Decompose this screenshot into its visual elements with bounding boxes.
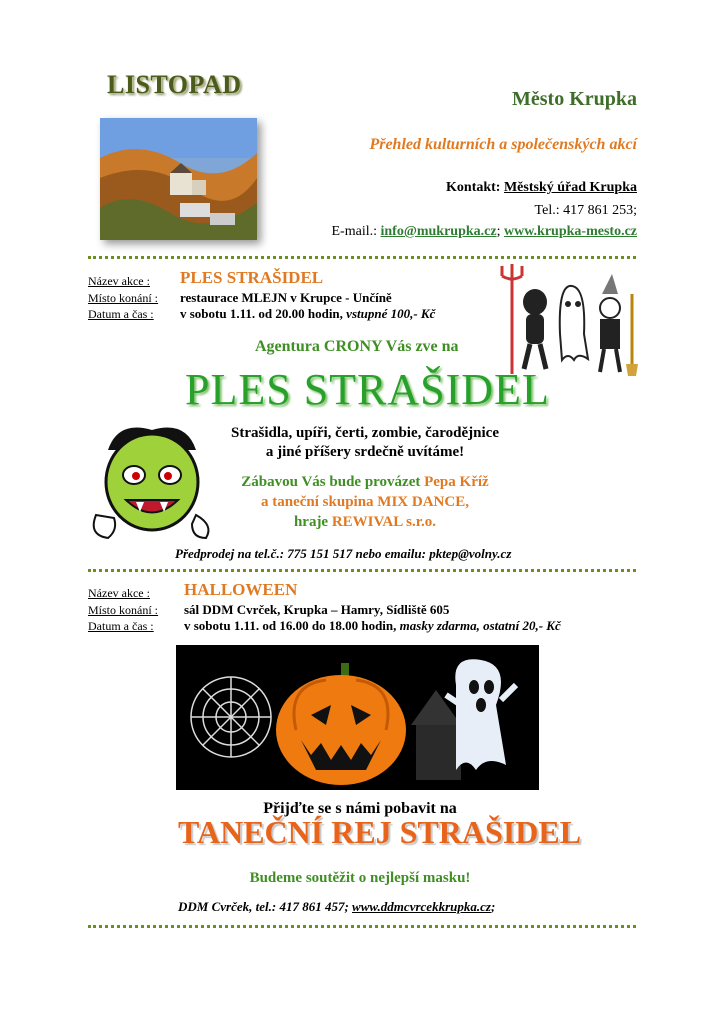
event1-line1: Strašidla, upíři, čerti, zombie, čarodějnice [230, 425, 499, 441]
event1-line3 [200, 474, 530, 491]
event1-line4: a taneční skupina MIX DANCE, [261, 494, 469, 510]
event2-name: HALLOWEEN [184, 580, 298, 599]
event1-line5-text: hraje [293, 514, 329, 530]
event1-line3-text: Zábavou Vás bude provázet [241, 474, 421, 490]
event2-date-text: v sobotu 1.11. od 16.00 do 18.00 hodin, [184, 618, 397, 633]
halloween-banner [176, 645, 539, 790]
event1-name-label: Název akce : [88, 274, 150, 288]
ddm-web-link[interactable]: www.ddmcvrcekkrupka.cz [352, 899, 491, 914]
event2-date [184, 618, 561, 634]
email-sep: ; [496, 224, 501, 239]
event1-presale: Předprodej na tel.č.: 775 151 517 nebo emailu: pktep@volny.cz [175, 546, 512, 561]
event2-footer-text: DDM Cvrček, tel.: 417 861 457; [178, 899, 349, 914]
event2-footer [178, 899, 495, 915]
event1-name: PLES STRAŠIDEL [180, 268, 324, 287]
event2-date-label: Datum a čas : [88, 619, 154, 633]
contact-line [446, 180, 637, 196]
event2-place: sál DDM Cvrček, Krupka – Hamry, Sídliště 605 [184, 602, 450, 617]
event2-name-label: Název akce : [88, 586, 150, 600]
event1-date-text: v sobotu 1.11. od 20.00 hodin, [180, 306, 343, 321]
monsters-illustration [490, 264, 640, 379]
event1-price: vstupné 100,- Kč [346, 306, 436, 321]
event1-big-title: PLES STRAŠIDEL [185, 365, 550, 414]
contact-tel: Tel.: 417 861 253; [534, 203, 637, 218]
event2-contest: Budeme soutěžit o nejlepší masku! [249, 870, 471, 886]
event1-place-label: Místo konání : [88, 291, 159, 305]
event2-invite: Přijďte se s námi pobavit na [263, 800, 457, 817]
town-name: Město Krupka [512, 88, 637, 110]
event1-band: REWIVAL s.r.o. [331, 514, 437, 530]
web-link[interactable]: www.krupka-mesto.cz [504, 224, 637, 239]
town-photo [100, 118, 257, 240]
divider [88, 256, 636, 259]
event2-big-title: TANEČNÍ REJ STRAŠIDEL [178, 814, 582, 850]
event2-footer-sep: ; [490, 899, 496, 914]
event1-line2: a jiné příšery srdečně uvítáme! [265, 444, 465, 460]
month-title: LISTOPAD [107, 70, 242, 99]
contact-label: Kontakt: [446, 180, 501, 195]
email-link[interactable]: info@mukrupka.cz [380, 224, 497, 239]
event1-place: restaurace MLEJN v Krupce - Unčíně [180, 290, 392, 305]
vampire-illustration [88, 420, 216, 542]
contact-email-line [332, 224, 638, 240]
event1-line5 [200, 514, 530, 531]
event2-place-label: Místo konání : [88, 603, 159, 617]
divider [88, 569, 636, 572]
event1-invite: Agentura CRONY Vás zve na [255, 338, 459, 355]
event1-host: Pepa Kříž [424, 474, 489, 490]
event1-date-label: Datum a čas : [88, 307, 154, 321]
event1-date [180, 306, 435, 322]
divider [88, 925, 636, 928]
email-label: E-mail.: [331, 224, 377, 239]
overview-subtitle: Přehled kulturních a společenských akcí [369, 136, 637, 153]
contact-name: Městský úřad Krupka [503, 180, 637, 195]
event2-price: masky zdarma, ostatní 20,- Kč [399, 618, 561, 633]
